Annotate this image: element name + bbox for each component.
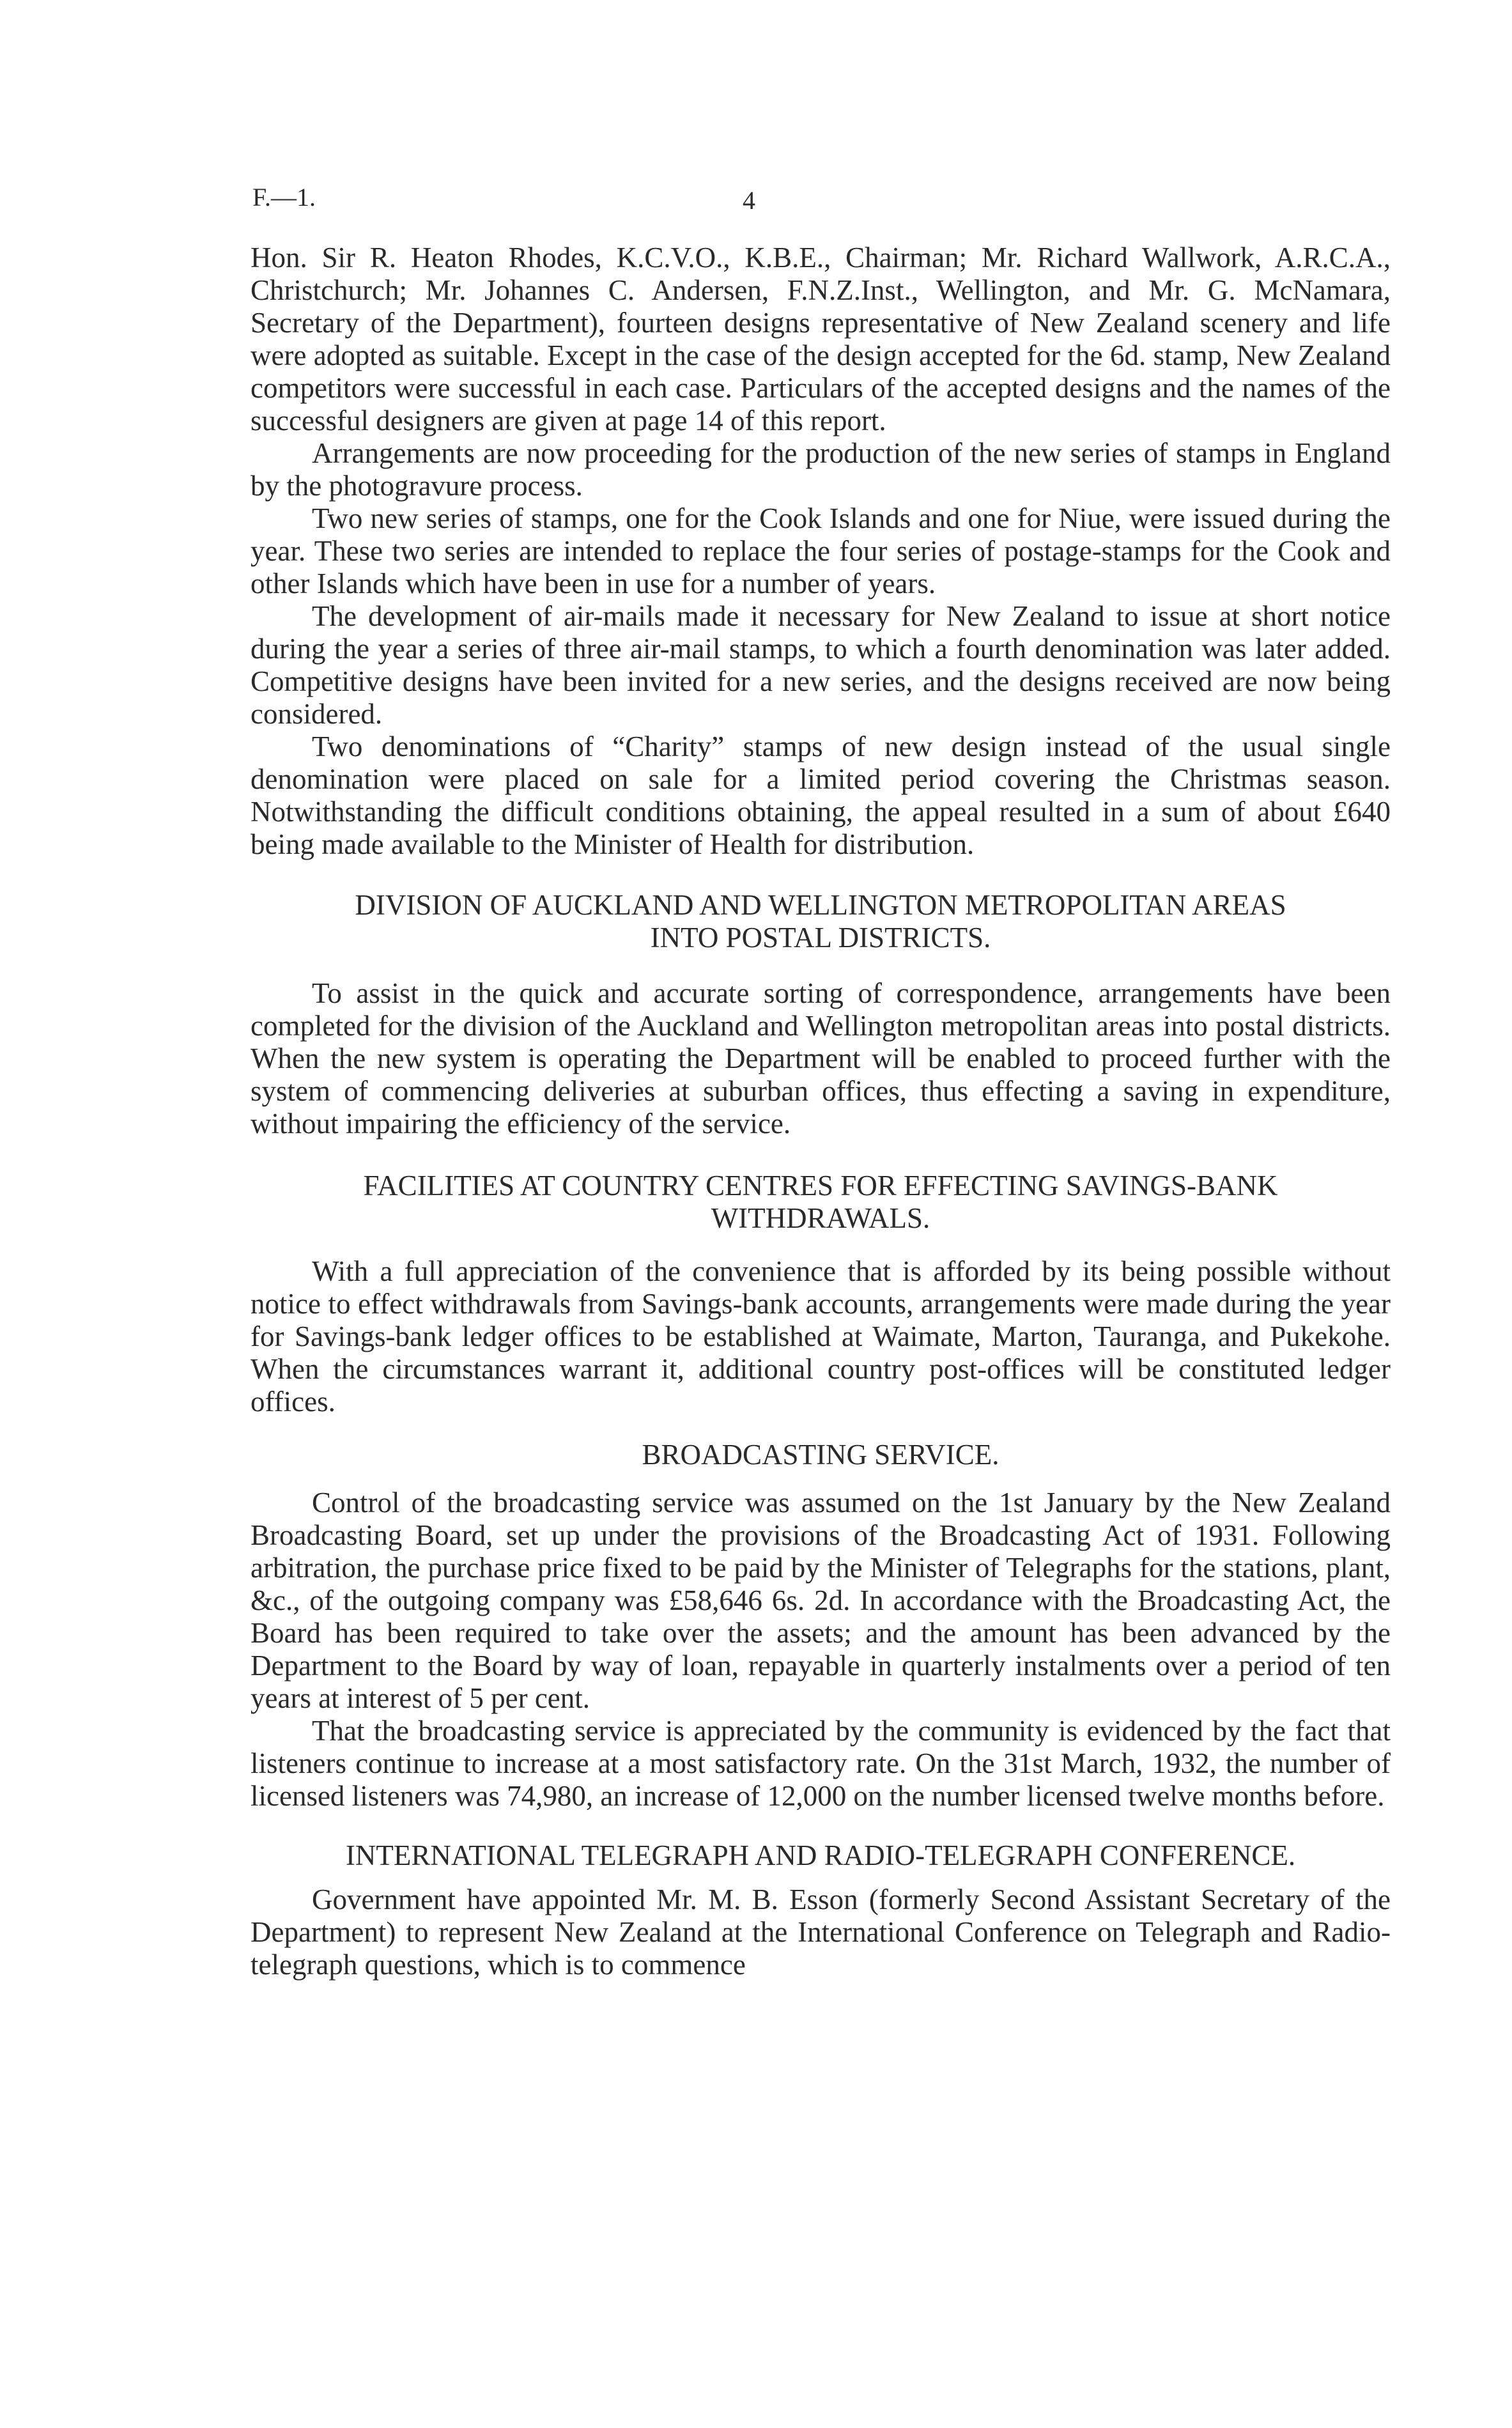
paragraph-committee-continued: Hon. Sir R. Heaton Rhodes, K.C.V.O., K.B.E., Chairman; Mr. Richard Wallwork, A.R.C.A., Christchurch; Mr. Johannes C. Andersen, F.N.Z.Inst., Wellington, and Mr. G. McNamara, Secretary of the Department), fourteen designs representative of New Zealand scenery and life were adopted as suitable. Except in the case of the design accepted for the 6d. stamp, New Zealand competitors were successful in each case. Particulars of the accepted designs and the names of the successful designers are given at page 14 of this report. xyxy=(251,242,1391,437)
paragraph-broadcasting-board: Control of the broadcasting service was assumed on the 1st January by the New Zealand Broadcasting Board, set up under the provisions of the Broadcasting Act of 1931. Following arbitration, the purchase price fixed to be paid by the Minister of Telegraphs for the stations, plant, &c., of the outgoing company was £58,646 6s. 2d. In accordance with the Broadcasting Act, the Board has been required to take over the assets; and the amount has been advanced by the Department to the Board by way of loan, repayable in quarterly instalments over a period of ten years at interest of 5 per cent. xyxy=(251,1487,1391,1714)
report-code: F.—1. xyxy=(252,183,316,212)
section-heading-postal-districts xyxy=(251,889,1391,954)
paragraph-cook-niue-stamps: Two new series of stamps, one for the Cook Islands and one for Niue, were issued during the year. These two series are intended to replace the four series of postage-stamps for the Cook and other Islands which have been in use for a number of years. xyxy=(251,502,1391,599)
page-number: 4 xyxy=(743,186,755,215)
section-heading-line: BROADCASTING SERVICE. xyxy=(642,1439,999,1471)
section-heading-savings-bank xyxy=(251,1170,1391,1235)
paragraph-telegraph-conference: Government have appointed Mr. M. B. Esson (formerly Second Assistant Secretary of the Department) to represent New Zealand at the International Conference on Telegraph and Radio-telegraph questions, which is to commence xyxy=(251,1883,1391,1981)
section-heading-broadcasting xyxy=(251,1439,1391,1471)
section-heading-line: FACILITIES AT COUNTRY CENTRES FOR EFFECTING SAVINGS-BANK xyxy=(363,1170,1278,1202)
paragraph-air-mail-stamps: The development of air-mails made it necessary for New Zealand to issue at short notice during the year a series of three air-mail stamps, to which a fourth denomination was later added. Competitive designs have been invited for a new series, and the designs received are now being considered. xyxy=(251,600,1391,730)
section-heading-line: INTERNATIONAL TELEGRAPH AND RADIO-TELEGRAPH CONFERENCE. xyxy=(345,1839,1296,1871)
section-heading-telegraph-conference xyxy=(251,1839,1391,1872)
section-heading-line: WITHDRAWALS. xyxy=(711,1202,930,1234)
page-body xyxy=(251,242,1391,1981)
paragraph-photogravure: Arrangements are now proceeding for the production of the new series of stamps in England by the photogravure process. xyxy=(251,437,1391,502)
section-heading-line: DIVISION OF AUCKLAND AND WELLINGTON METROPOLITAN AREAS xyxy=(355,889,1286,921)
paragraph-postal-districts: To assist in the quick and accurate sorting of correspondence, arrangements have been completed for the division of the Auckland and Wellington metropolitan areas into postal districts. When the new system is operating the Department will be enabled to proceed further with the system of commencing deliveries at suburban offices, thus effecting a saving in expenditure, without impairing the efficiency of the service. xyxy=(251,977,1391,1140)
section-heading-line: INTO POSTAL DISTRICTS. xyxy=(650,922,991,954)
paragraph-savings-bank: With a full appreciation of the convenience that is afforded by its being possible without notice to effect withdrawals from Savings-bank accounts, arrangements were made during the year for Savings-bank ledger offices to be established at Waimate, Marton, Tauranga, and Pukekohe. When the circumstances warrant it, additional country post-offices will be constituted ledger offices. xyxy=(251,1255,1391,1418)
paragraph-licensed-listeners: That the broadcasting service is appreciated by the community is evidenced by the fact that listeners continue to increase at a most satisfactory rate. On the 31st March, 1932, the number of licensed listeners was 74,980, an increase of 12,000 on the number licensed twelve months before. xyxy=(251,1715,1391,1812)
paragraph-charity-stamps: Two denominations of “Charity” stamps of new design instead of the usual single denomination were placed on sale for a limited period covering the Christmas season. Notwithstanding the difficult conditions obtaining, the appeal resulted in a sum of about £640 being made available to the Minister of Health for distribution. xyxy=(251,731,1391,860)
